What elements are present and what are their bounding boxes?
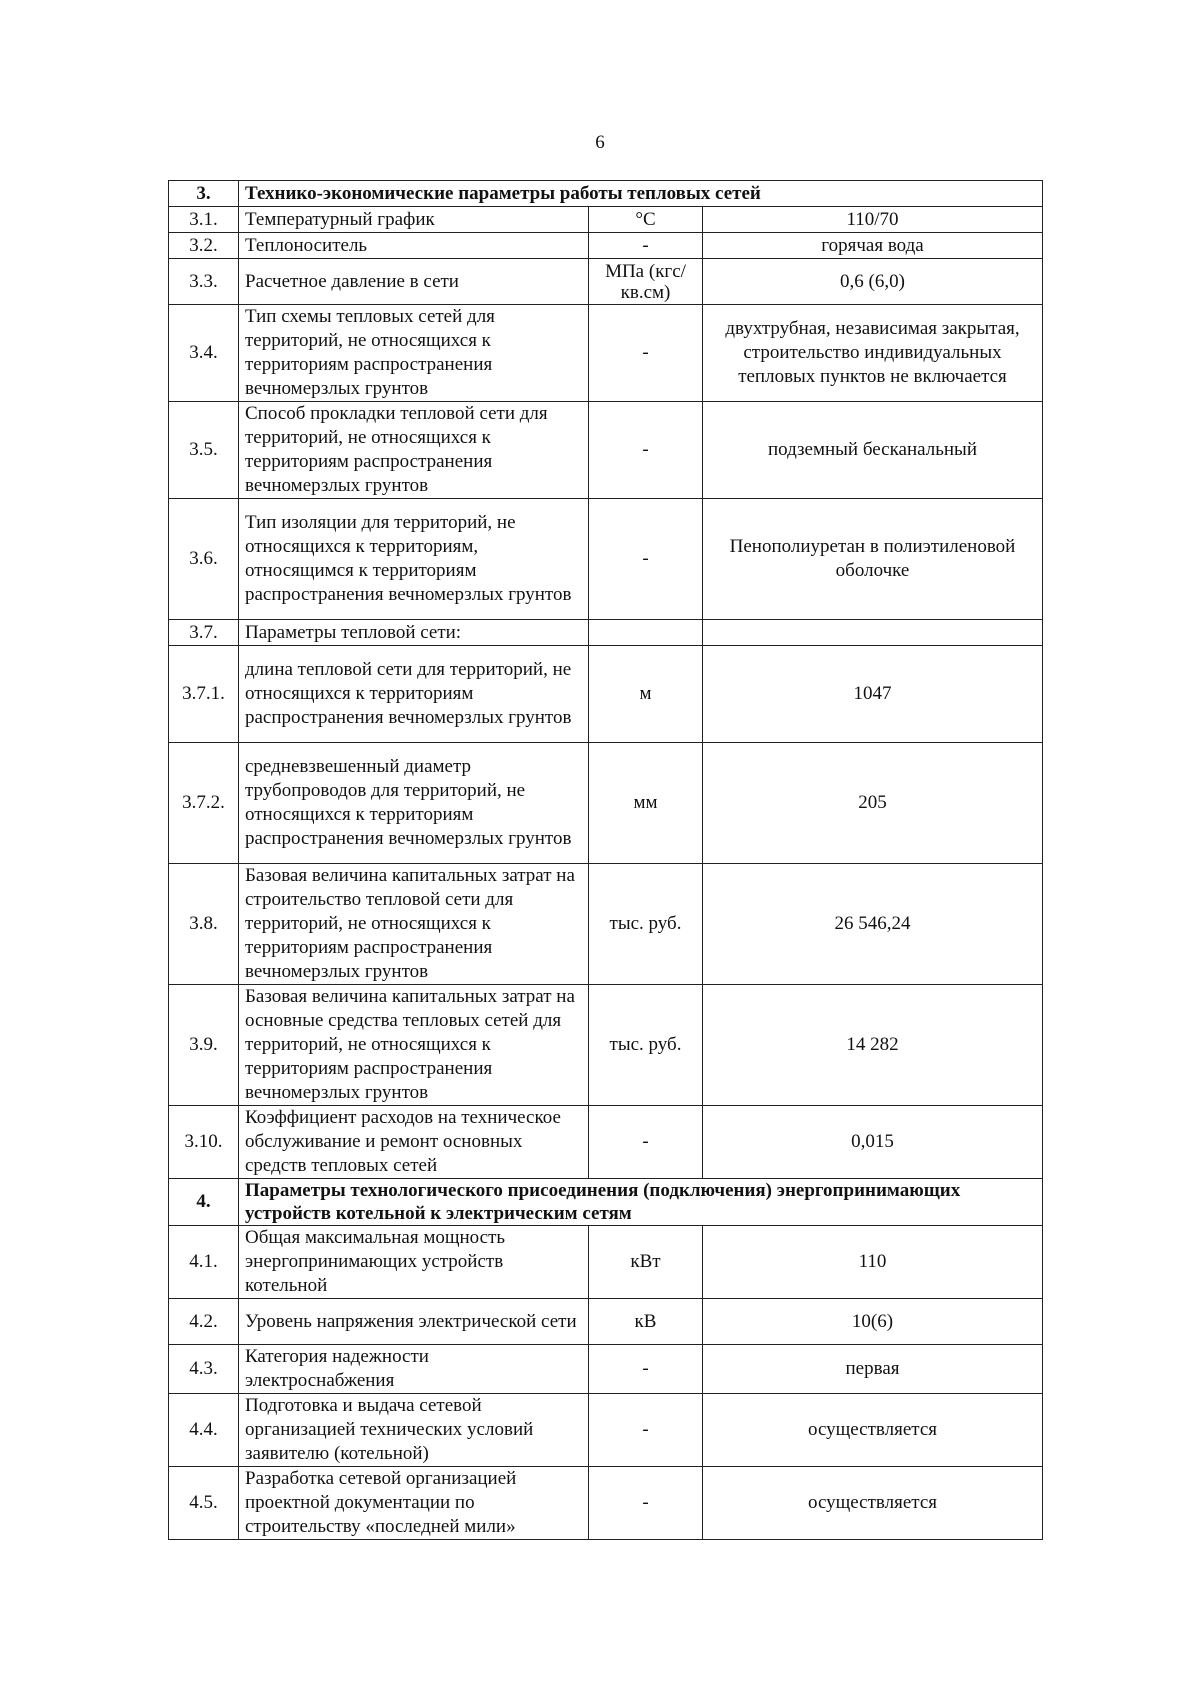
table-row — [169, 1106, 1043, 1179]
row-number: 3.9. — [169, 985, 239, 1106]
row-number: 4.5. — [169, 1467, 239, 1540]
row-number: 3.7.2. — [169, 743, 239, 864]
row-unit: - — [589, 305, 703, 402]
row-label: Температурный график — [239, 207, 589, 233]
row-number: 3.5. — [169, 402, 239, 499]
table-row — [169, 402, 1043, 499]
table-row — [169, 259, 1043, 305]
row-value: 26 546,24 — [703, 864, 1043, 985]
parameters-table-container — [168, 180, 1043, 1540]
table-row — [169, 1345, 1043, 1394]
table-row — [169, 207, 1043, 233]
row-value: 0,6 (6,0) — [703, 259, 1043, 305]
row-label: Базовая величина капитальных затрат на основные средства тепловых сетей для территорий, не относящихся к территориям распространения вечномерзлых грунтов — [239, 985, 589, 1106]
table-row — [169, 1394, 1043, 1467]
row-value — [703, 620, 1043, 646]
page-number: 6 — [595, 132, 605, 153]
table-row — [169, 864, 1043, 985]
row-label: длина тепловой сети для территорий, не относящихся к территориям распространения вечномерзлых грунтов — [239, 646, 589, 743]
row-label: средневзвешенный диаметр трубопроводов для территорий, не относящихся к территориям распространения вечномерзлых грунтов — [239, 743, 589, 864]
row-number: 4.4. — [169, 1394, 239, 1467]
row-unit: - — [589, 1106, 703, 1179]
row-value: 110/70 — [703, 207, 1043, 233]
row-number: 4.3. — [169, 1345, 239, 1394]
row-unit: кВ — [589, 1299, 703, 1345]
row-label: Категория надежности электроснабжения — [239, 1345, 589, 1394]
row-value: осуществляется — [703, 1467, 1043, 1540]
row-label: Тип схемы тепловых сетей для территорий, не относящихся к территориям распространения вечномерзлых грунтов — [239, 305, 589, 402]
row-value: 0,015 — [703, 1106, 1043, 1179]
row-unit: - — [589, 402, 703, 499]
table-row — [169, 985, 1043, 1106]
table-row — [169, 646, 1043, 743]
row-label: Параметры тепловой сети: — [239, 620, 589, 646]
row-number: 4.2. — [169, 1299, 239, 1345]
row-label: Разработка сетевой организацией проектной документации по строительству «последней мили» — [239, 1467, 589, 1540]
row-label: Способ прокладки тепловой сети для территорий, не относящихся к территориям распространения вечномерзлых грунтов — [239, 402, 589, 499]
table-row — [169, 1467, 1043, 1540]
table-row — [169, 233, 1043, 259]
section-number: 3. — [169, 181, 239, 207]
row-number: 3.10. — [169, 1106, 239, 1179]
table-row — [169, 499, 1043, 620]
row-value: Пенополиуретан в полиэтиленовой оболочке — [703, 499, 1043, 620]
row-number: 4.1. — [169, 1226, 239, 1299]
section-number: 4. — [169, 1179, 239, 1226]
row-label: Коэффициент расходов на техническое обслуживание и ремонт основных средств тепловых сетей — [239, 1106, 589, 1179]
table-row — [169, 1226, 1043, 1299]
row-number: 3.2. — [169, 233, 239, 259]
row-value: 205 — [703, 743, 1043, 864]
row-number: 3.7.1. — [169, 646, 239, 743]
row-number: 3.3. — [169, 259, 239, 305]
row-label: Уровень напряжения электрической сети — [239, 1299, 589, 1345]
row-unit: - — [589, 1467, 703, 1540]
table-row — [169, 743, 1043, 864]
row-unit: - — [589, 233, 703, 259]
row-number: 3.8. — [169, 864, 239, 985]
row-value: подземный бесканальный — [703, 402, 1043, 499]
row-value: 10(6) — [703, 1299, 1043, 1345]
row-unit: - — [589, 1345, 703, 1394]
row-label: Подготовка и выдача сетевой организацией технических условий заявителю (котельной) — [239, 1394, 589, 1467]
row-value: первая — [703, 1345, 1043, 1394]
row-value: 1047 — [703, 646, 1043, 743]
parameters-table — [168, 180, 1043, 1540]
row-unit: °С — [589, 207, 703, 233]
row-number: 3.6. — [169, 499, 239, 620]
row-number: 3.7. — [169, 620, 239, 646]
row-unit: кВт — [589, 1226, 703, 1299]
row-unit: МПа (кгс/кв.см) — [589, 259, 703, 305]
row-value: 14 282 — [703, 985, 1043, 1106]
row-value: двухтрубная, независимая закрытая, строительство индивидуальных тепловых пунктов не включается — [703, 305, 1043, 402]
row-label: Тип изоляции для территорий, не относящихся к территориям, относящимся к территориям распространения вечномерзлых грунтов — [239, 499, 589, 620]
row-unit: - — [589, 1394, 703, 1467]
row-unit — [589, 620, 703, 646]
row-unit: м — [589, 646, 703, 743]
row-unit: мм — [589, 743, 703, 864]
section-title: Технико-экономические параметры работы тепловых сетей — [239, 181, 1043, 207]
row-label: Базовая величина капитальных затрат на строительство тепловой сети для территорий, не относящихся к территориям распространения вечномерзлых грунтов — [239, 864, 589, 985]
row-value: осуществляется — [703, 1394, 1043, 1467]
table-row — [169, 1299, 1043, 1345]
row-unit: тыс. руб. — [589, 864, 703, 985]
table-row — [169, 620, 1043, 646]
row-unit: - — [589, 499, 703, 620]
row-label: Расчетное давление в сети — [239, 259, 589, 305]
row-value: горячая вода — [703, 233, 1043, 259]
row-label: Общая максимальная мощность энергопринимающих устройств котельной — [239, 1226, 589, 1299]
row-number: 3.4. — [169, 305, 239, 402]
row-value: 110 — [703, 1226, 1043, 1299]
section-header-row — [169, 181, 1043, 207]
row-label: Теплоноситель — [239, 233, 589, 259]
table-row — [169, 305, 1043, 402]
row-number: 3.1. — [169, 207, 239, 233]
row-unit: тыс. руб. — [589, 985, 703, 1106]
section-header-row — [169, 1179, 1043, 1226]
section-title: Параметры технологического присоединения (подключения) энергопринимающих устройств котельной к электрическим сетям — [239, 1179, 1043, 1226]
